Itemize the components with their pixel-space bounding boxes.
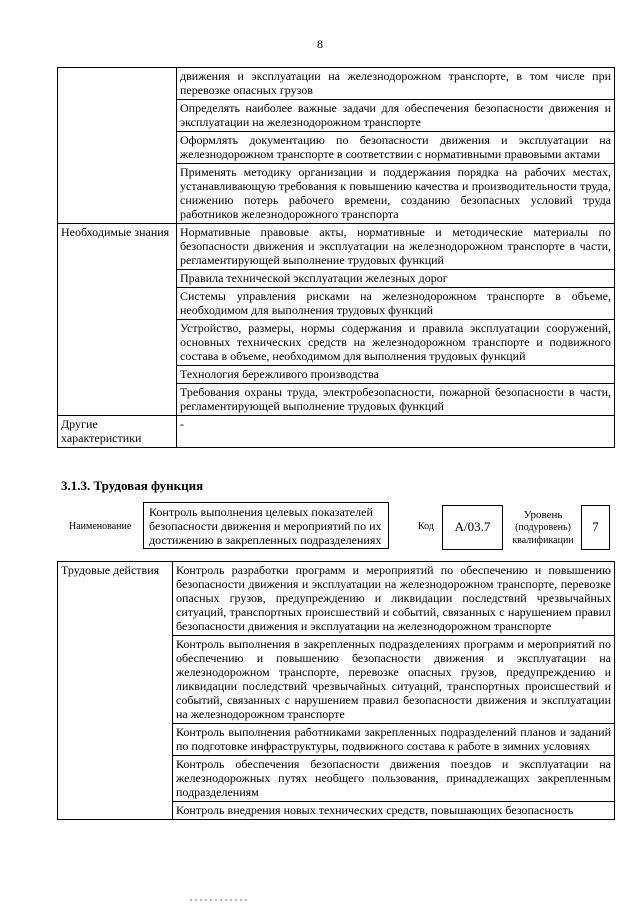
level-label-line2: (подуровень): [515, 522, 571, 533]
row-item: Определять наиболее важные задачи для обеспечения безопасности движения и эксплуатации на железнодорожном транспорте: [177, 100, 615, 132]
row-item: Применять методику организации и поддержания порядка на рабочих местах, устанавливающую требования к повышению качества и производительности труда, снижению потерь рабочего времени, созданию безопасных условий труда работников железнодорожного транспорта: [177, 164, 615, 224]
page-number: 8: [317, 37, 323, 51]
row-item: -: [177, 416, 615, 448]
table-row: [58, 562, 615, 636]
qualification-level-box: 7: [581, 505, 610, 550]
row-item: Контроль разработки программ и мероприятий по обеспечению и повышению безопасности движения и эксплуатации на железнодорожном транспорте, перевозке опасных грузов, предупреждению и ликвидации последствий чрезвычайных ситуаций, транспортных происшествий и событий, связанных с нарушением правил безопасности движения и эксплуатации на железнодорожном транспорте: [173, 562, 615, 636]
row-item: Нормативные правовые акты, нормативные и методические материалы по безопасности движения и эксплуатации на железнодорожном транспорте в части, регламентирующей выполнение трудовых функций: [177, 224, 615, 270]
row-label: Трудовые действия: [58, 562, 173, 820]
name-label: Наименование: [69, 521, 132, 532]
table-row: [58, 224, 615, 270]
row-label: [58, 68, 177, 224]
row-label: Необходимые знания: [58, 224, 177, 416]
section-heading: 3.1.3. Трудовая функция: [61, 478, 204, 493]
row-item: Контроль выполнения работниками закрепленных подразделений планов и заданий по подготовке инфраструктуры, подвижного состава к работе в зимних условиях: [173, 724, 615, 756]
row-item: Требования охраны труда, электробезопасности, пожарной безопасности в части, регламентирующей выполнение трудовых функций: [177, 384, 615, 416]
labor-actions-table: [57, 561, 615, 820]
row-label: Другие характеристики: [58, 416, 177, 448]
table-row: [58, 68, 615, 100]
row-item: Оформлять документацию по безопасности движения и эксплуатации на железнодорожном транспорте в соответствии с нормативными правовыми актами: [177, 132, 615, 164]
row-item: Устройство, размеры, нормы содержания и правила эксплуатации сооружений, основных технических средств на железнодорожном транспорте и подвижного состава в объеме, необходимом для выполнения трудовых функций: [177, 320, 615, 366]
code-label: Код: [418, 521, 434, 532]
scan-artifact: [190, 899, 250, 901]
level-label-line1: Уровень: [523, 509, 563, 521]
row-item: Контроль внедрения новых технических средств, повышающих безопасность: [173, 802, 615, 820]
row-item: Системы управления рисками на железнодорожном транспорте в объеме, необходимом для выполнения трудовых функций: [177, 288, 615, 320]
row-item: Правила технической эксплуатации железных дорог: [177, 270, 615, 288]
row-item: движения и эксплуатации на железнодорожном транспорте, в том числе при перевозке опасных грузов: [177, 68, 615, 100]
row-item: Контроль обеспечения безопасности движения поездов и эксплуатации на железнодорожных путях необщего пользования, принадлежащих закрепленным подразделениям: [173, 756, 615, 802]
table-row: [58, 416, 615, 448]
row-item: Контроль выполнения в закрепленных подразделениях программ и мероприятий по обеспечению и повышению безопасности движения и эксплуатации на железнодорожном транспорте, перевозке опасных грузов, предупреждению и ликвидации последствий чрезвычайных ситуаций, транспортных происшествий и событий, связанных с нарушением правил безопасности движения и эксплуатации на железнодорожном транспорте: [173, 636, 615, 724]
level-label-line3: квалификации: [512, 535, 574, 546]
skills-knowledge-table: [57, 67, 615, 448]
function-code-box: A/03.7: [442, 505, 503, 550]
row-item: Технология бережливого производства: [177, 366, 615, 384]
function-name-box: Контроль выполнения целевых показателей безопасности движения и мероприятий по их достижению в закрепленных подразделениях: [143, 502, 389, 549]
